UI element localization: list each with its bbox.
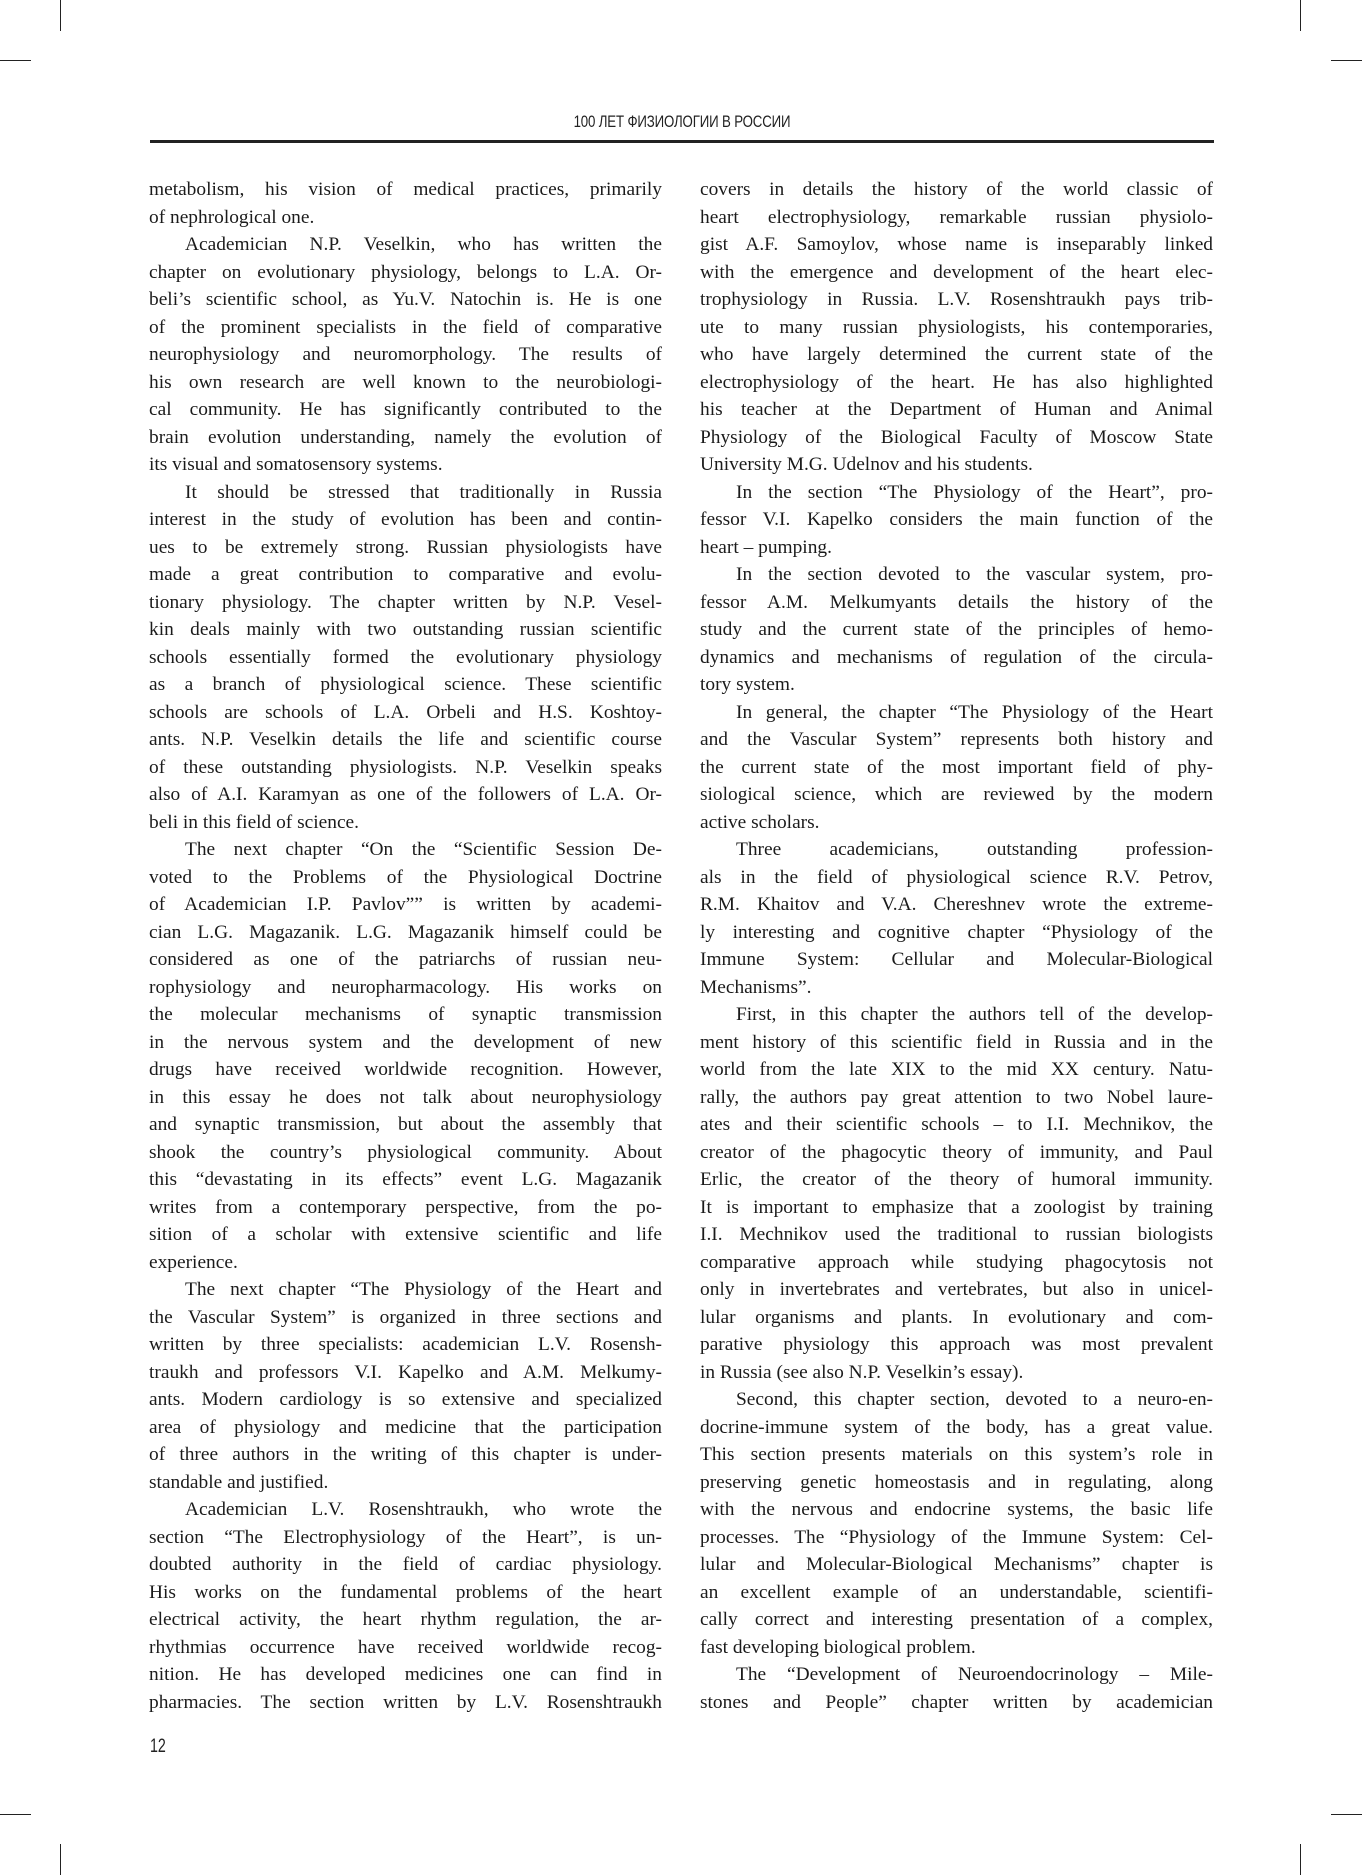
text-line: electrophysiology of the heart. He has also highlighted [700, 371, 1213, 393]
paragraph-first-line: The next chapter “The Physiology of the Heart and [185, 1279, 662, 1300]
text-line: doubted authority in the field of cardiac physiology. [149, 1554, 662, 1575]
text-line: area of physiology and medicine that the participation [149, 1416, 662, 1438]
text-line: shook the country’s physiological community. About [149, 1141, 662, 1163]
text-line: beli’s scientific school, as Yu.V. Natochin is. He is one [149, 289, 662, 310]
paragraph-first-line: Academician L.V. Rosenshtraukh, who wrote the [185, 1499, 662, 1520]
crop-mark-top-right [1300, 0, 1301, 31]
text-line: in Russia (see also N.P. Veselkin’s essay). [700, 1361, 1024, 1383]
text-line: It is important to emphasize that a zoologist by training [700, 1196, 1213, 1218]
text-line: rhythmias occurrence have received worldwide recog- [149, 1636, 662, 1658]
text-line: who have largely determined the current state of the [700, 344, 1213, 365]
text-line: heart – pumping. [700, 536, 832, 558]
text-line: R.M. Khaitov and V.A. Chereshnev wrote the extreme- [700, 894, 1213, 915]
crop-mark-left-upper [0, 60, 31, 61]
text-line: ants. N.P. Veselkin details the life and scientific course [149, 729, 662, 750]
text-line: schools are schools of L.A. Orbeli and H.S. Koshtoy- [149, 701, 662, 723]
text-line: of these outstanding physiologists. N.P. Veselkin speaks [149, 756, 662, 778]
text-line: ues to be extremely strong. Russian physiologists have [149, 536, 662, 558]
text-line: and synaptic transmission, but about the assembly that [149, 1114, 662, 1135]
text-line: This section presents materials on this system’s role in [700, 1444, 1213, 1465]
text-line: siological science, which are reviewed by the modern [700, 784, 1213, 805]
text-line: of Academician I.P. Pavlov”” is written by academi- [149, 894, 662, 915]
text-line: traukh and professors V.I. Kapelko and A.M. Melkumy- [149, 1361, 662, 1383]
paragraph-first-line: Three academicians, outstanding profession- [736, 839, 1213, 860]
text-line: with the nervous and endocrine systems, the basic life [700, 1499, 1213, 1520]
text-line: study and the current state of the principles of hemo- [700, 619, 1213, 640]
text-line: only in invertebrates and vertebrates, but also in unicel- [700, 1279, 1213, 1300]
text-line: fast developing biological problem. [700, 1636, 976, 1658]
text-line: creator of the phagocytic theory of immunity, and Paul [700, 1141, 1213, 1163]
text-line: section “The Electrophysiology of the Heart”, is un- [149, 1526, 662, 1548]
text-line: cal community. He has significantly contributed to the [149, 399, 662, 420]
crop-mark-right-lower [1331, 1814, 1362, 1815]
text-line: His works on the fundamental problems of the heart [149, 1581, 662, 1603]
right-column [700, 176, 1213, 1716]
text-line: lular and Molecular-Biological Mechanisms” chapter is [700, 1554, 1213, 1575]
text-line: ants. Modern cardiology is so extensive and specialized [149, 1389, 662, 1410]
text-line: Erlic, the creator of the theory of humoral immunity. [700, 1169, 1213, 1190]
paragraph-first-line: In the section devoted to the vascular system, pro- [736, 564, 1213, 585]
text-line: rally, the authors pay great attention to two Nobel laure- [700, 1086, 1213, 1108]
text-line: preserving genetic homeostasis and in regulating, along [700, 1471, 1213, 1493]
text-line: his own research are well known to the neurobiologi- [149, 371, 662, 393]
text-line: Mechanisms”. [700, 976, 812, 998]
text-line: standable and justified. [149, 1471, 329, 1493]
text-line: of the prominent specialists in the field of comparative [149, 316, 662, 338]
text-line: schools essentially formed the evolutionary physiology [149, 646, 662, 668]
text-line: I.I. Mechnikov used the traditional to russian biologists [700, 1224, 1213, 1245]
paragraph-first-line: In general, the chapter “The Physiology of the Heart [736, 701, 1213, 723]
paragraph-first-line: It should be stressed that traditionally in Russia [185, 481, 662, 503]
text-line: in this essay he does not talk about neurophysiology [149, 1086, 662, 1108]
text-line: nition. He has developed medicines one can find in [149, 1664, 662, 1685]
paragraph-first-line: In the section “The Physiology of the Heart”, pro- [736, 481, 1213, 503]
text-line: and the Vascular System” represents both history and [700, 729, 1213, 750]
text-line: the current state of the most important field of phy- [700, 756, 1213, 778]
text-line: tory system. [700, 674, 795, 695]
text-line: metabolism, his vision of medical practices, primarily [149, 179, 662, 200]
text-line: this “devastating in its effects” event L.G. Magazanik [149, 1169, 662, 1190]
text-line: fessor A.M. Melkumyants details the history of the [700, 591, 1213, 613]
text-line: cally correct and interesting presentation of a complex, [700, 1609, 1213, 1630]
text-line: the Vascular System” is organized in three sections and [149, 1306, 662, 1328]
text-line: University M.G. Udelnov and his students. [700, 454, 1033, 475]
crop-mark-top-left [60, 0, 61, 31]
running-title: 100 ЛЕТ ФИЗИОЛОГИИ В РОССИИ [573, 112, 790, 131]
text-line: of nephrological one. [149, 206, 315, 228]
paragraph-first-line: The “Development of Neuroendocrinology – Mile- [736, 1664, 1213, 1685]
text-line: of three authors in the writing of this chapter is under- [149, 1444, 662, 1465]
header-rule [150, 140, 1214, 143]
text-line: comparative approach while studying phagocytosis not [700, 1251, 1213, 1273]
text-line: processes. The “Physiology of the Immune System: Cel- [700, 1526, 1213, 1548]
text-line: considered as one of the patriarchs of russian neu- [149, 949, 662, 970]
text-line: active scholars. [700, 811, 820, 833]
text-line: gist A.F. Samoylov, whose name is inseparably linked [700, 234, 1213, 255]
text-line: parative physiology this approach was most prevalent [700, 1334, 1213, 1355]
text-line: covers in details the history of the world classic of [700, 179, 1213, 200]
text-line: pharmacies. The section written by L.V. Rosenshtraukh [149, 1691, 662, 1713]
text-line: chapter on evolutionary physiology, belongs to L.A. Or- [149, 261, 662, 283]
text-line: also of A.I. Karamyan as one of the followers of L.A. Or- [149, 784, 662, 805]
paragraph-first-line: First, in this chapter the authors tell of the develop- [736, 1004, 1213, 1025]
text-line: drugs have received worldwide recognition. However, [149, 1059, 662, 1080]
text-line: heart electrophysiology, remarkable russian physiolo- [700, 206, 1213, 228]
text-line: beli in this field of science. [149, 811, 360, 833]
text-line: ly interesting and cognitive chapter “Physiology of the [700, 921, 1213, 943]
crop-mark-bottom-right [1300, 1844, 1301, 1875]
text-line: trophysiology in Russia. L.V. Rosenshtraukh pays trib- [700, 289, 1213, 310]
text-line: experience. [149, 1251, 238, 1273]
text-line: Physiology of the Biological Faculty of Moscow State [700, 426, 1213, 448]
text-line: written by three specialists: academician L.V. Rosensh- [149, 1334, 662, 1355]
text-line: Immune System: Cellular and Molecular-Biological [700, 949, 1213, 970]
page-number: 12 [150, 1736, 166, 1757]
text-line: writes from a contemporary perspective, from the po- [149, 1196, 662, 1218]
text-line: in the nervous system and the development of new [149, 1031, 662, 1053]
text-line: stones and People” chapter written by academician [700, 1691, 1213, 1713]
text-line: as a branch of physiological science. These scientific [149, 674, 662, 695]
crop-mark-left-lower [0, 1814, 31, 1815]
crop-mark-right-upper [1331, 60, 1362, 61]
text-line: interest in the study of evolution has been and contin- [149, 509, 662, 530]
text-line: fessor V.I. Kapelko considers the main function of the [700, 509, 1213, 530]
paragraph-first-line: The next chapter “On the “Scientific Session De- [185, 839, 662, 860]
paragraph-first-line: Academician N.P. Veselkin, who has written the [185, 234, 662, 255]
text-line: with the emergence and development of the heart elec- [700, 261, 1213, 283]
text-line: rophysiology and neuropharmacology. His works on [149, 976, 662, 998]
text-line: an excellent example of an understandable, scientifi- [700, 1581, 1213, 1603]
text-line: neurophysiology and neuromorphology. The results of [149, 344, 662, 365]
crop-mark-bottom-left [60, 1844, 61, 1875]
text-line: docrine-immune system of the body, has a great value. [700, 1416, 1213, 1438]
text-line: electrical activity, the heart rhythm regulation, the ar- [149, 1609, 662, 1630]
text-line: als in the field of physiological science R.V. Petrov, [700, 866, 1213, 888]
text-line: lular organisms and plants. In evolutionary and com- [700, 1306, 1213, 1328]
text-line: sition of a scholar with extensive scientific and life [149, 1224, 662, 1245]
text-line: brain evolution understanding, namely the evolution of [149, 426, 662, 448]
text-line: made a great contribution to comparative and evolu- [149, 564, 662, 585]
text-line: ates and their scientific schools – to I.I. Mechnikov, the [700, 1114, 1213, 1135]
text-line: his teacher at the Department of Human and Animal [700, 399, 1213, 420]
text-line: dynamics and mechanisms of regulation of the circula- [700, 646, 1213, 668]
text-line: ute to many russian physiologists, his contemporaries, [700, 316, 1213, 338]
text-line: cian L.G. Magazanik. L.G. Magazanik himself could be [149, 921, 662, 943]
left-column [149, 176, 662, 1716]
text-line: its visual and somatosensory systems. [149, 454, 443, 475]
text-line: ment history of this scientific field in Russia and in the [700, 1031, 1213, 1053]
text-line: world from the late XIX to the mid XX century. Natu- [700, 1059, 1213, 1080]
text-line: kin deals mainly with two outstanding russian scientific [149, 619, 662, 640]
running-header [150, 110, 1213, 142]
text-line: voted to the Problems of the Physiological Doctrine [149, 866, 662, 888]
text-line: the molecular mechanisms of synaptic transmission [149, 1004, 662, 1025]
text-line: tionary physiology. The chapter written by N.P. Vesel- [149, 591, 662, 613]
paragraph-first-line: Second, this chapter section, devoted to a neuro-en- [736, 1389, 1213, 1410]
